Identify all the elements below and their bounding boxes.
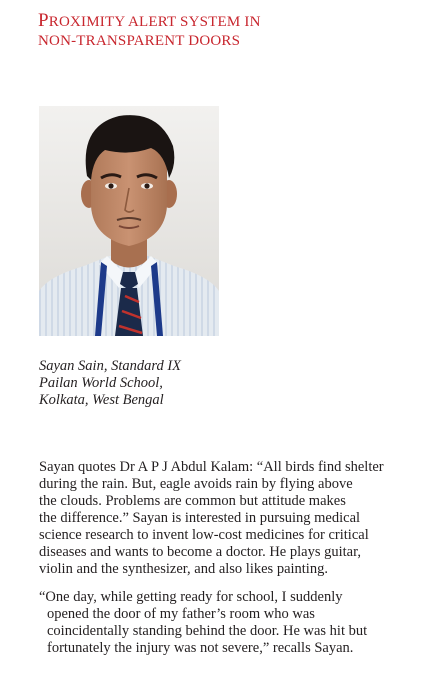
quote-line: coincidentally standing behind the door. He was hit but: [47, 623, 368, 639]
student-name: Sayan Sain, Standard IX: [39, 358, 182, 374]
bio-line: the clouds. Problems are common but attitude makes: [39, 493, 346, 509]
byline: [39, 358, 181, 409]
bio-line: the difference.” Sayan is interested in pursuing medical: [39, 510, 361, 526]
quote-line: “One day, while getting ready for school, I suddenly: [39, 589, 343, 605]
bio-line: science research to invent low-cost medicines for critical: [39, 527, 369, 543]
bio-line: during the rain. But, eagle avoids rain by flying above: [39, 476, 353, 492]
bio-line: violin and the synthesizer, and also likes painting.: [39, 561, 328, 577]
title-line-2: NON-TRANSPARENT DOORS: [38, 33, 241, 49]
school-location: Kolkata, West Bengal: [39, 392, 164, 408]
quote-line: fortunately the injury was not severe,” recalls Sayan.: [47, 640, 354, 656]
quote-paragraph: [39, 589, 419, 657]
title-line-1-text: ROXIMITY ALERT SYSTEM IN: [48, 14, 261, 30]
article-title: [38, 11, 418, 51]
student-photo: [39, 106, 219, 336]
bio-paragraph: [39, 459, 419, 578]
quote-line: opened the door of my father’s room who was: [47, 606, 315, 622]
bio-line: Sayan quotes Dr A P J Abdul Kalam: “All birds find shelter: [39, 459, 384, 475]
bio-line: diseases and wants to become a doctor. He plays guitar,: [39, 544, 361, 560]
title-line-1: [38, 11, 418, 32]
school-name: Pailan World School,: [39, 375, 163, 391]
title-initial: P: [38, 10, 49, 31]
